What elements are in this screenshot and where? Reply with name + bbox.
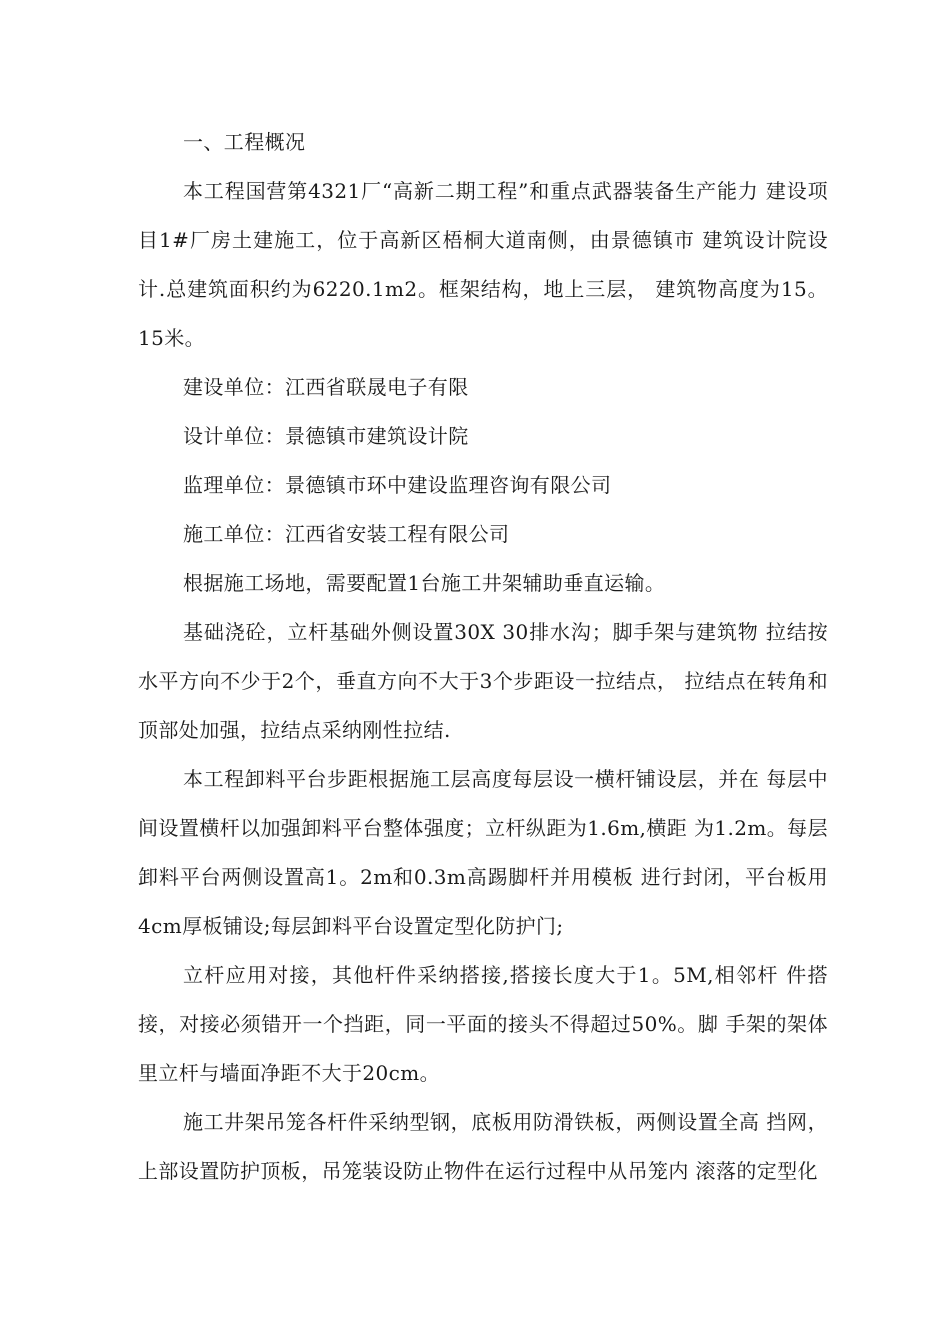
paragraph-construction-unit: 建设单位：江西省联晟电子有限 (183, 375, 469, 399)
paragraph-hoist-config: 根据施工场地，需要配置1台施工井架辅助垂直运输。 (183, 571, 666, 595)
paragraph-project-overview: 本工程国营第4321厂“高新二期工程”和重点武器装备生产能力 建设项目1#厂房土建施工，位于高新区梧桐大道南侧，由景德镇市 建筑设计院设计.总建筑面积约为6220.1m2。框架结构，地上三层， 建筑物高度为15。15米。 (138, 179, 828, 350)
section-heading: 一、工程概况 (183, 130, 306, 154)
paragraph-hoist-cage: 施工井架吊笼各杆件采纳型钢，底板用防滑铁板，两侧设置全高 挡网，上部设置防护顶板，吊笼装设防止物件在运行过程中从吊笼内 滚落的定型化 (138, 1110, 828, 1183)
paragraph-pole-joints: 立杆应用对接，其他杆件采纳搭接,搭接长度大于1。5M,相邻杆 件搭接，对接必须错开一个挡距，同一平面的接头不得超过50%。脚 手架的架体里立杆与墙面净距不大于20cm。 (138, 963, 828, 1085)
paragraph-foundation: 基础浇砼，立杆基础外侧设置30X 30排水沟；脚手架与建筑物 拉结按水平方向不少于2个，垂直方向不大于3个步距设一拉结点， 拉结点在转角和顶部处加强，拉结点采纳刚性拉结. (138, 620, 828, 742)
paragraph-design-unit: 设计单位：景德镇市建筑设计院 (183, 424, 469, 448)
paragraph-contractor-unit: 施工单位：江西省安装工程有限公司 (183, 522, 510, 546)
paragraph-supervision-unit: 监理单位：景德镇市环中建设监理咨询有限公司 (183, 473, 612, 497)
document-body (138, 118, 828, 1196)
paragraph-unloading-platform: 本工程卸料平台步距根据施工层高度每层设一横杆铺设层，并在 每层中间设置横杆以加强卸料平台整体强度；立杆纵距为1.6m,横距 为1.2m。每层卸料平台两侧设置高1。2m和0.3m高踢脚杆并用模板 进行封闭，平台板用4cm厚板铺设;每层卸料平台设置定型化防护门; (138, 767, 828, 938)
